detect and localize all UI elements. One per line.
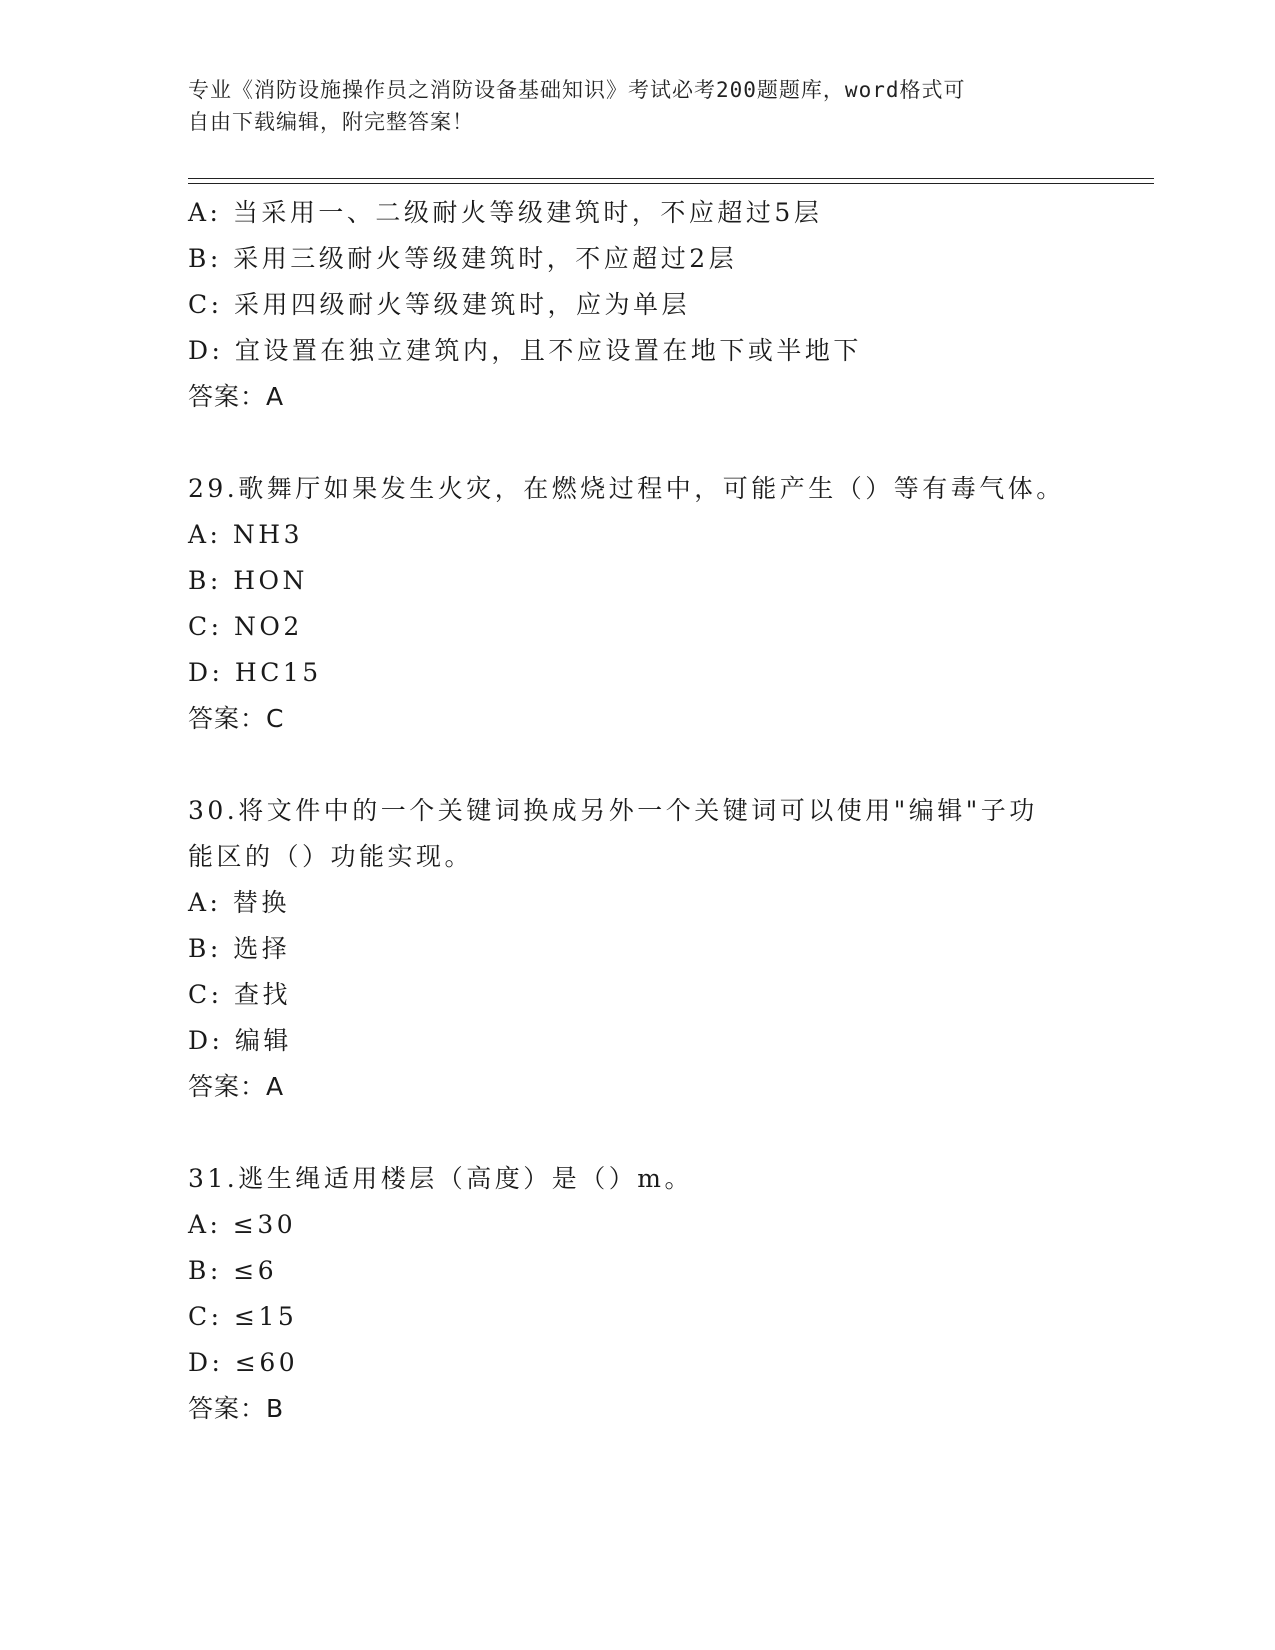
answer: 答案：A	[188, 1072, 285, 1101]
header-divider-bottom	[188, 183, 1154, 184]
option-a: A: ≤30	[188, 1210, 297, 1239]
option-a: A: 当采用一、二级耐火等级建筑时，不应超过5层	[188, 198, 823, 227]
question-stem: 29.歌舞厅如果发生火灾，在燃烧过程中，可能产生（）等有毒气体。	[188, 474, 1065, 503]
option-a: A: NH3	[188, 520, 304, 549]
answer: 答案：C	[188, 704, 285, 733]
option-b: B: ≤6	[188, 1256, 278, 1285]
option-b: B: HON	[188, 566, 308, 595]
question-29	[188, 466, 1088, 742]
document-header	[188, 74, 1068, 138]
option-d: D: ≤60	[188, 1348, 299, 1377]
question-30	[188, 788, 1088, 1110]
option-b: B: 采用三级耐火等级建筑时，不应超过2层	[188, 244, 738, 273]
header-divider-top	[188, 178, 1154, 179]
option-c: C: ≤15	[188, 1302, 298, 1331]
option-a: A: 替换	[188, 888, 290, 917]
question-list	[188, 190, 1088, 1432]
question-28-partial	[188, 190, 1088, 420]
option-c: C: 采用四级耐火等级建筑时，应为单层	[188, 290, 690, 319]
option-c: C: 查找	[188, 980, 291, 1009]
question-31	[188, 1156, 1088, 1432]
option-c: C: NO2	[188, 612, 303, 641]
option-d: D: HC15	[188, 658, 322, 687]
option-d: D: 编辑	[188, 1026, 292, 1055]
question-stem: 31.逃生绳适用楼层（高度）是（）m。	[188, 1164, 693, 1193]
question-stem: 30.将文件中的一个关键词换成另外一个关键词可以使用"编辑"子功能区的（）功能实现。	[188, 796, 1038, 871]
option-b: B: 选择	[188, 934, 291, 963]
header-line-2: 自由下载编辑，附完整答案！	[188, 110, 474, 134]
answer: 答案：B	[188, 1394, 285, 1423]
answer: 答案：A	[188, 382, 285, 411]
header-line-1: 专业《消防设施操作员之消防设备基础知识》考试必考200题题库，word格式可	[188, 78, 966, 102]
option-d: D: 宜设置在独立建筑内，且不应设置在地下或半地下	[188, 336, 862, 365]
